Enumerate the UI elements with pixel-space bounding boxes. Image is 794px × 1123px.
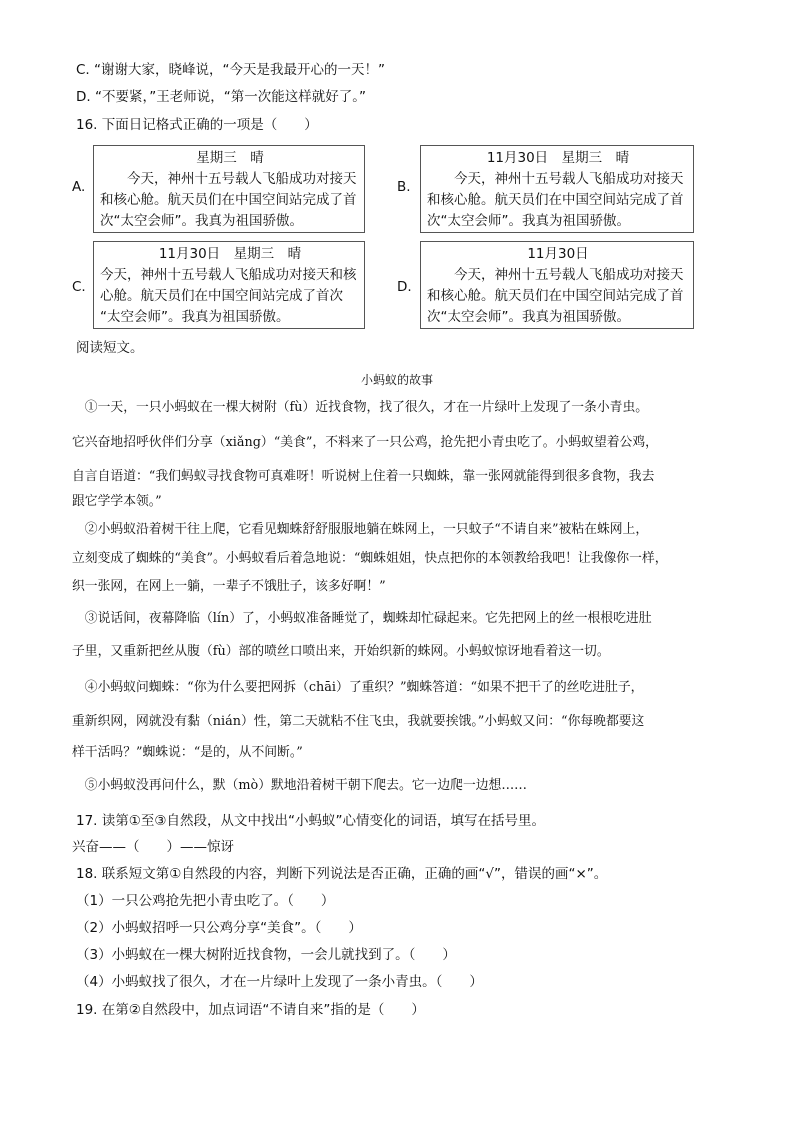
story-line: 样干活吗？”蜘蛛说：“是的，从不间断。” [72,745,303,760]
diary-line: 今天，神州十五号载人飞船成功对接天 [427,267,684,283]
story-line: ②小蚂蚁沿着树干往上爬，它看见蜘蛛舒舒服服地躺在蛛网上，一只蚊子“不请自来”被粘在蛛网上， [72,522,649,537]
q17-stem: 17. 读第①至③自然段，从文中找出“小蚂蚁”心情变化的词语，填写在括号里。 [76,813,545,829]
q16-label-b: B. [397,179,411,195]
q15-option-d: D. “不要紧，”王老师说，“第一次能这样就好了。” [76,89,366,105]
diary-line: 次“太空会师”。我真为祖国骄傲。 [427,309,630,325]
story-line: 重新织网，网就没有黏（nián）性，第二天就粘不住飞虫，我就要挨饿。”小蚂蚁又问：“你每晚都要这 [72,714,645,729]
diary-line: 今天，神州十五号载人飞船成功对接天和核 [100,267,357,283]
q16-label-a: A. [72,179,86,195]
story-line: 织一张网，在网上一躺，一辈子不饿肚子，该多好啊！” [72,579,386,594]
diary-line: 心舱。航天员们在中国空间站完成了首次 [100,288,343,304]
reading-intro: 阅读短文。 [76,340,144,356]
q18-stem: 18. 联系短文第①自然段的内容，判断下列说法是否正确，正确的画“√”，错误的画“×”。 [76,866,608,882]
q16-box-d [420,241,694,329]
q16-box-c [93,241,365,329]
q16-label-c: C. [72,279,86,295]
q16-box-a [93,145,365,233]
diary-line: 今天，神州十五号载人飞船成功对接天 [100,171,357,187]
story-line: 立刻变成了蜘蛛的“美食”。小蚂蚁看后着急地说：“蜘蛛姐姐，快点把你的本领教给我吧！让我像你一样， [72,551,668,566]
story-line: ①一天，一只小蚂蚁在一棵大树附（fù）近找食物，找了很久，才在一片绿叶上发现了一条小青虫。 [72,400,649,415]
story-line: ④小蚂蚁问蜘蛛：“你为什么要把网拆（chāi）了重织？”蜘蛛答道：“如果不把干了的丝吃进肚子， [72,680,644,695]
story-line: ⑤小蚂蚁没再问什么，默（mò）默地沿着树干朝下爬去。它一边爬一边想…… [72,778,527,793]
diary-line: “太空会师”。我真为祖国骄傲。 [100,309,290,325]
diary-header: 11月30日 [527,246,589,262]
q16-box-b [420,145,694,233]
story-line: ③说话间，夜幕降临（lín）了，小蚂蚁准备睡觉了，蜘蛛却忙碌起来。它先把网上的丝一根根吃进肚 [72,611,652,626]
q18-item: （3）小蚂蚁在一棵大树附近找食物，一会儿就找到了。（ ） [76,947,456,963]
q15-option-c: C. “谢谢大家，晓峰说，“今天是我最开心的一天！” [76,62,385,78]
diary-line: 今天，神州十五号载人飞船成功对接天 [427,171,684,187]
diary-line: 和核心舱。航天员们在中国空间站完成了首 [100,192,357,208]
diary-line: 次“太空会师”。我真为祖国骄傲。 [427,213,630,229]
q18-item: （4）小蚂蚁找了很久，才在一片绿叶上发现了一条小青虫。（ ） [76,974,483,990]
story-line: 它兴奋地招呼伙伴们分享（xiǎng）“美食”，不料来了一只公鸡，抢先把小青虫吃了。小蚂蚁望着公鸡， [72,435,658,450]
story-line: 子里，又重新把丝从腹（fù）部的喷丝口喷出来，开始织新的蛛网。小蚂蚁惊讶地看着这一切。 [72,644,610,659]
diary-line: 和核心舱。航天员们在中国空间站完成了首 [427,192,684,208]
diary-header: 11月30日 星期三 晴 [158,246,302,262]
diary-line: 次“太空会师”。我真为祖国骄傲。 [100,213,303,229]
diary-header: 11月30日 星期三 晴 [486,150,630,166]
diary-line: 和核心舱。航天员们在中国空间站完成了首 [427,288,684,304]
story-line: 自言自语道：“我们蚂蚁寻找食物可真难呀！听说树上住着一只蜘蛛，靠一张网就能得到很多食物，我去 [72,469,655,484]
q16-label-d: D. [397,279,412,295]
q16-stem: 16. 下面日记格式正确的一项是（ ） [76,117,318,133]
story-title: 小蚂蚁的故事 [360,373,433,387]
q18-item: （1）一只公鸡抢先把小青虫吃了。（ ） [76,893,335,909]
q17-blank: 兴奋——（ ）——惊讶 [72,839,234,855]
story-line: 跟它学学本领。” [72,494,162,509]
diary-header: 星期三 晴 [196,150,264,166]
q19-stem: 19. 在第②自然段中，加点词语“不请自来”指的是（ ） [76,1002,425,1018]
q18-item: （2）小蚂蚁招呼一只公鸡分享“美食”。（ ） [76,920,362,936]
